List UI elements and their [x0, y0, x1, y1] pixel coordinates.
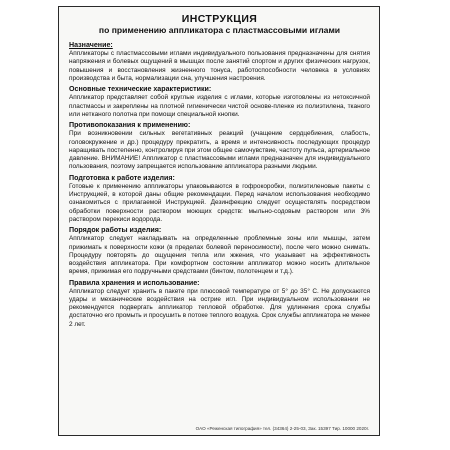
instruction-sheet: [58, 6, 380, 436]
section-body-procedure: Аппликатор следует накладывать на определенные проблемные зоны или мышцы, затем прижимать к поверхности кожи (в пределах болевой переносимости), после чего можно снимать. Процедуру повторять до ощущения тепла или жжения, что указывает на эффективность воздействия аппликатора. При комфортном состоянии аппликатор можно носить длительное время, прижимая его подручными средствами (бинтом, полотенцем и т.д.).: [69, 235, 370, 276]
section-body-contraindications: При возникновении сильных вегетативных реакций (учащение сердцебиения, слабость, головокружение и др.) процедуру прекратить, а время и интенсивность последующих процедур наращивать постепенно, контролируя при этом общее самочувствие, частоту пульса, артериальное давление. ВНИМАНИЕ! Аппликатор с пластмассовыми иглами предназначен для индивидуального пользования, поэтому запрещается использование аппликатора разными людьми.: [69, 130, 370, 171]
section-heading-preparation: Подготовка к работе изделия:: [69, 173, 175, 182]
section-body-preparation: Готовые к применению аппликаторы упаковываются в гофрокоробки, полиэтиленовые пакеты с Инструкцией, в которой даны общие рекомендации. Перед началом использования необходимо ознакомиться с прилагаемой Инструкцией. Дезинфекцию следует осуществлять посредством обработки поверхности раствором моющих средств: мыльно-содовым раствором или 3% раствором перекиси водорода.: [69, 182, 370, 223]
section-heading-specs: Основные технические характеристики:: [69, 85, 212, 94]
section-body-purpose: Аппликаторы с пластмассовыми иглами индивидуального пользования предназначены для снятия напряжения и болевых ощущений в мышцах после занятий спортом и других физических нагрузок, повышения и восстановления жизненного тонуса, работоспособности человека в условиях производства и быта, нормализации сна, улучшения настроения.: [69, 50, 370, 82]
section-body-storage: Аппликатор следует хранить в пакете при плюсовой температуре от 5° до 35° С. Не допускаются удары и механические воздействия на острие игл. При индивидуальном использовании не рекомендуется подвергать аппликатор тепловой обработке. Для удлинения срока службы достаточно его промыть и просушить в потоке теплого воздуха. Срок службы аппликатора не менее 2 лет.: [69, 287, 370, 328]
document-subtitle: по применению аппликатора с пластмассовыми иглами: [98, 25, 341, 35]
printer-footer: ОАО «Реженская типография» тел. (34364) 2-25-03, Зак. 15397 Тир. 10000 2020г.: [195, 426, 369, 431]
section-body-specs: Аппликатор представляет собой круглые изделия с иглами, которые изготовлены из нетоксичной пластмассы и закреплены на плотной гигиенически чистой основе-пленке из полиэтилена, тканого или нетканого полотна при помощи специальной кнопки.: [69, 94, 370, 118]
section-heading-contraindications: Противопоказания к применению:: [69, 121, 191, 130]
section-heading-purpose: Назначение:: [69, 41, 113, 49]
section-heading-storage: Правила хранения и использование:: [69, 278, 200, 287]
section-heading-procedure: Порядок работы изделия:: [69, 226, 162, 235]
document-title: ИНСТРУКЦИЯ: [181, 13, 258, 25]
